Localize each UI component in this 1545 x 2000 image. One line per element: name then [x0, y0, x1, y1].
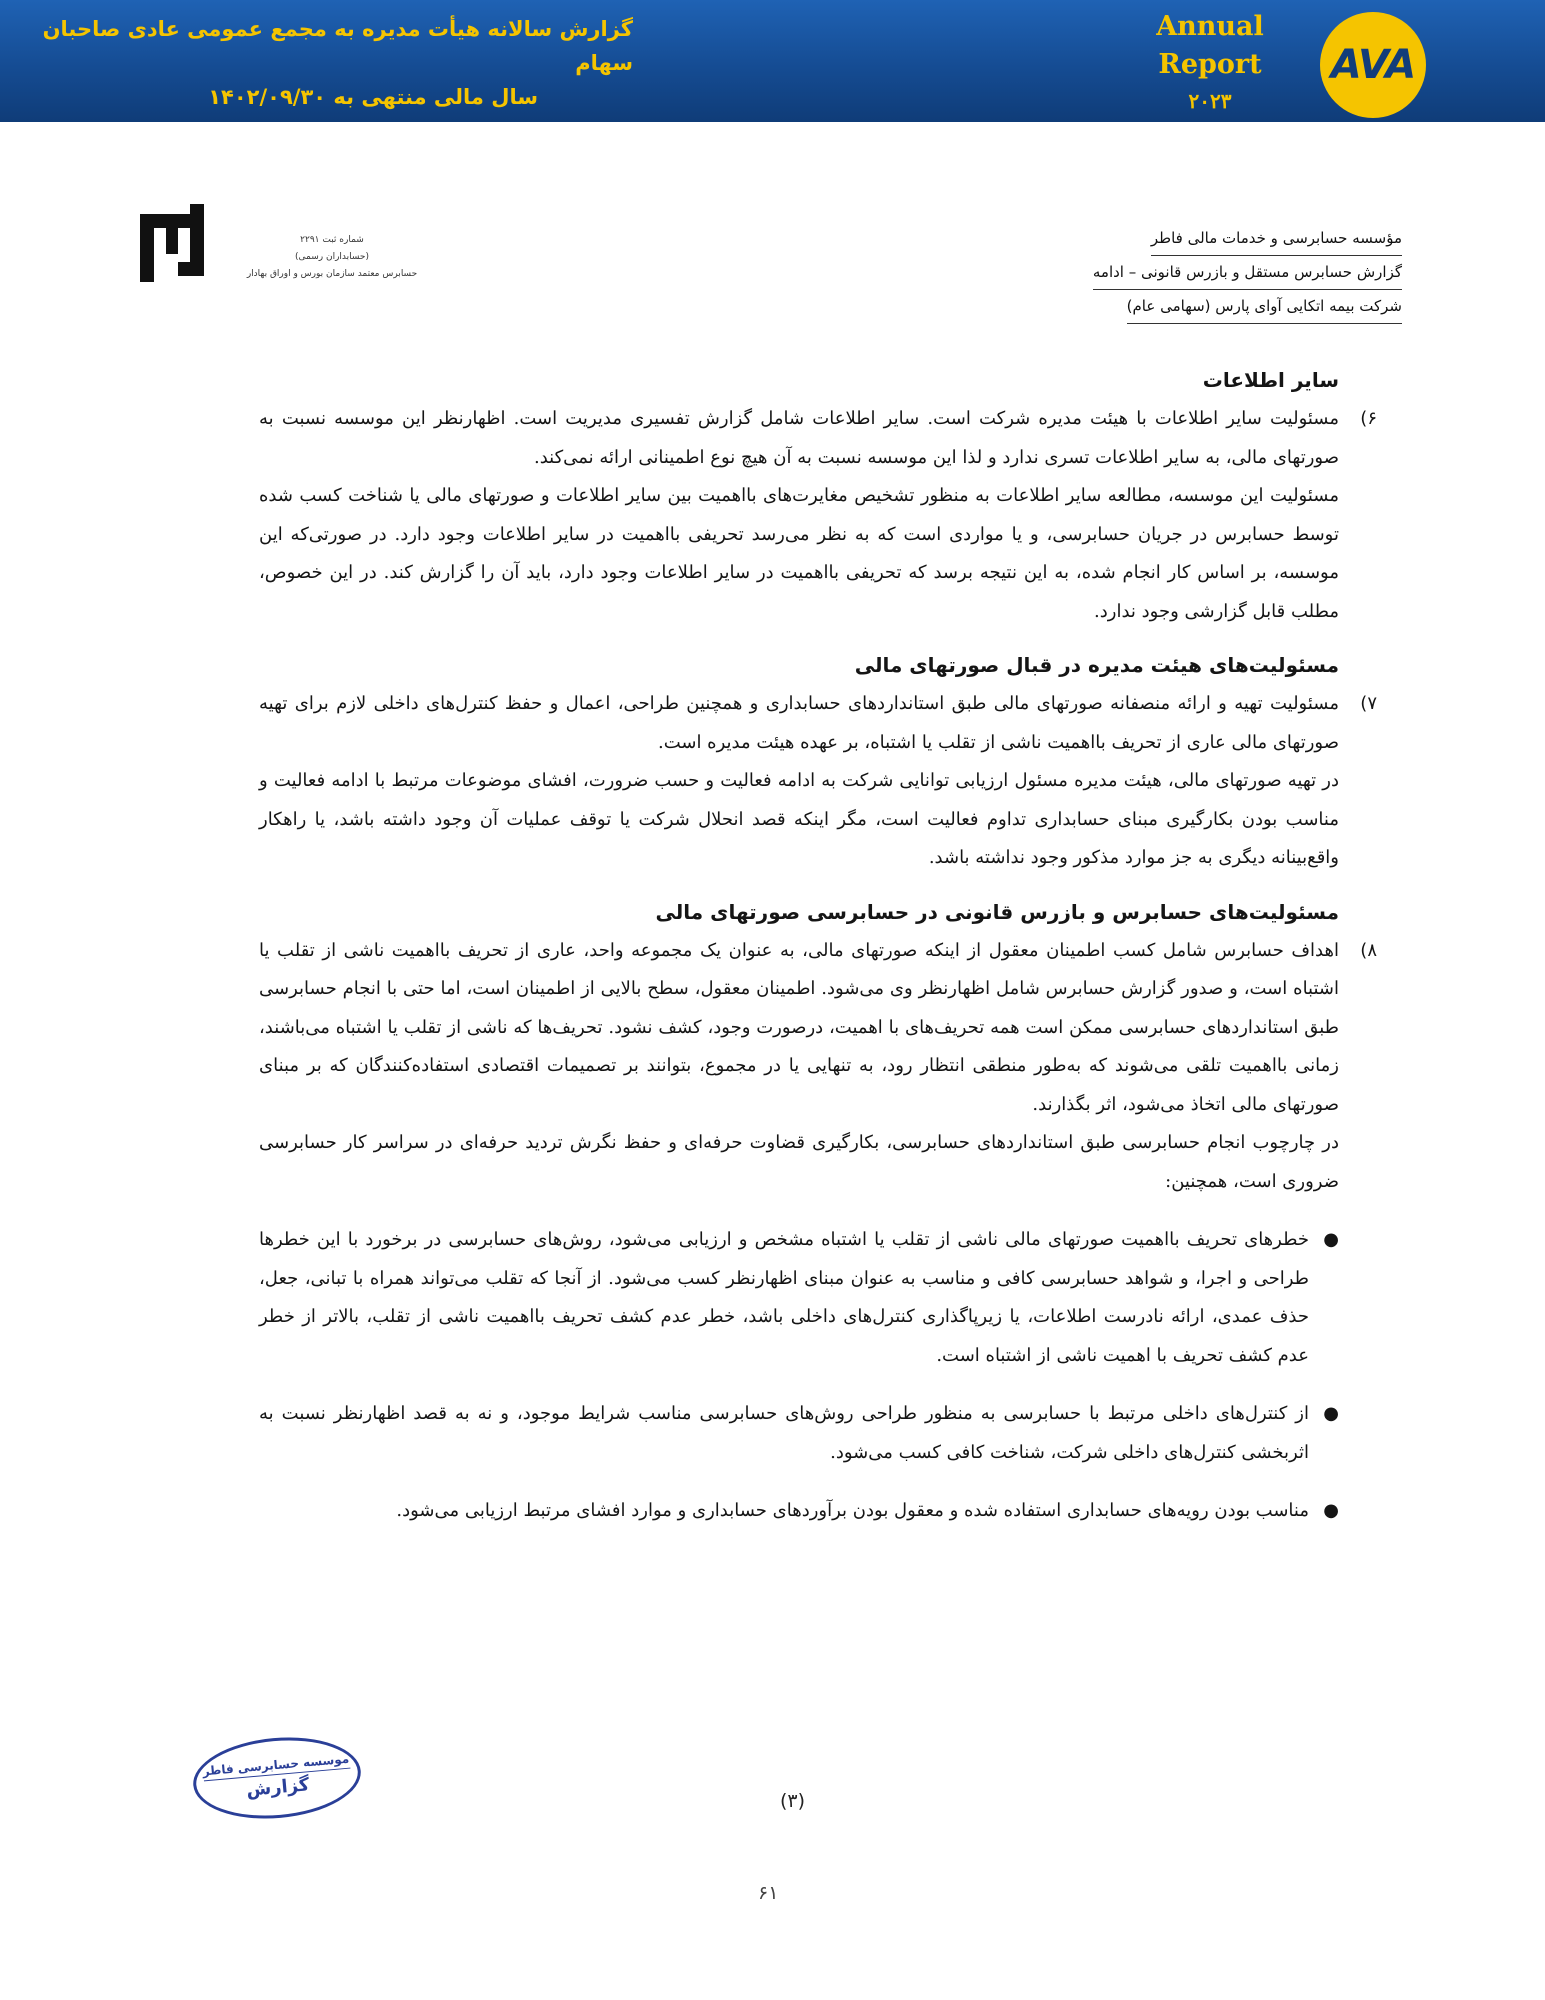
registration-authority: حسابرس معتمد سازمان بورس و اوراق بهادار — [246, 269, 418, 279]
paragraph-text: در تهیه صورتهای مالی، هیئت مدیره مسئول ارزیابی توانایی شرکت به ادامه فعالیت و حسب ضرورت، افشای موضوعات مرتبط با ادامه فعالیت و مناسب بودن بکارگیری مبنای حسابداری تداوم فعالیت است، مگر اینکه قصد انحلال شرکت یا توقف عملیات آن وجود داشته باشد، یا راهکار واقع‌بینانه دیگری به جز موارد مذکور وجود نداشته باشد. — [259, 770, 1339, 868]
paragraph — [259, 400, 1377, 477]
paragraph-text: مسئولیت سایر اطلاعات با هیئت مدیره شرکت است. سایر اطلاعات شامل گزارش تفسیری مدیریت است. اظهارنظر این موسسه نسبت به صورتهای مالی، به سایر اطلاعات تسری ندارد و لذا این موسسه نسبت به آن هیچ نوع اطمینانی ارائه نمی‌کند. — [259, 408, 1339, 468]
bullet-icon: ● — [1323, 1229, 1339, 1250]
list-item — [259, 1492, 1339, 1531]
bullet-text: مناسب بودن رویه‌های حسابداری استفاده شده و معقول بودن برآوردهای حسابداری و موارد افشای مرتبط ارزیابی می‌شود. — [396, 1500, 1309, 1521]
section-heading: مسئولیت‌های حسابرس و بازرس قانونی در حسابرسی صورتهای مالی — [655, 899, 1339, 924]
paragraph-text: مسئولیت این موسسه، مطالعه سایر اطلاعات به منظور تشخیص مغایرت‌های بااهمیت بین سایر اطلاعات و صورتهای مالی یا شناخت کسب شده توسط حسابرس در جریان حسابرسی، و یا مواردی است که به نظر می‌رسد تحریفی بااهمیت در سایر اطلاعات وجود دارد. در صورتی‌که این موسسه، بر اساس کار انجام شده، به این نتیجه برسد که تحریفی بااهمیت در سایر اطلاعات وجود دارد، باید آن را گزارش کند. در این خصوص، مطلب قابل گزارشی وجود ندارد. — [259, 485, 1339, 622]
registration-info — [232, 232, 432, 283]
banner-fiscal-year: سال مالی منتهی به ۱۴۰۲/۰۹/۳۰ — [208, 85, 538, 109]
bullet-text: از کنترل‌های داخلی مرتبط با حسابرسی به منظور طراحی روش‌های حسابرسی مناسب شرایط موجود، و نه به قصد اظهارنظر نسبت به اثربخشی کنترل‌های داخلی شرکت، شناخت کافی کسب می‌شود. — [259, 1403, 1309, 1463]
paragraph-number: ۸) — [1360, 939, 1377, 961]
paragraph-text: اهداف حسابرس شامل کسب اطمینان معقول از اینکه صورتهای مالی، به عنوان یک مجموعه واحد، عاری از تحریف بااهمیت ناشی از تقلب یا اشتباه است، و صدور گزارش حسابرس شامل اظهارنظر وی می‌شود. اطمینان معقول، سطح بالایی از اطمینان است، اما حتی با انجام حسابرسی طبق استانداردهای حسابرسی ممکن است همه تحریف‌های با اهمیت، درصورت وجود، کشف نشود. تحریف‌ها که ناشی از تقلب یا اشتباه می‌باشند، زمانی بااهمیت تلقی می‌شوند که به‌طور منطقی انتظار رود، به تنهایی یا در مجموع، بتوانند بر تصمیمات اقتصادی استفاده‌کنندگان که بر مبنای صورتهای مالی اتخاذ می‌شود، اثر بگذارند. — [259, 939, 1339, 1115]
bullet-icon: ● — [1323, 1403, 1339, 1424]
paragraph-text: مسئولیت تهیه و ارائه منصفانه صورتهای مالی طبق استانداردهای حسابداری و همچنین طراحی، اعمال و حفظ کنترل‌های داخلی لازم برای تهیه صورتهای مالی عاری از تحریف بااهمیت ناشی از تقلب یا اشتباه، بر عهده هیئت مدیره است. — [259, 693, 1339, 753]
report-banner — [0, 0, 1545, 122]
stamp-label: گزارش — [245, 1773, 311, 1801]
company-name: شرکت بیمه اتکایی آوای پارس (سهامی عام) — [1127, 290, 1402, 324]
paragraph-number: ۶) — [1360, 408, 1377, 429]
list-item — [259, 1395, 1339, 1472]
auditor-stamp — [190, 1731, 364, 1825]
list-item — [259, 1221, 1339, 1375]
paragraph-text: در چارچوب انجام حسابرسی طبق استانداردهای حسابرسی، بکارگیری قضاوت حرفه‌ای و حفظ نگرش تردید حرفه‌ای در سراسر کار حسابرسی ضروری است، همچنین: — [259, 1132, 1339, 1192]
paragraph — [259, 685, 1377, 762]
ava-logo — [1320, 12, 1426, 118]
report-body — [259, 360, 1377, 1545]
section-heading: سایر اطلاعات — [1202, 368, 1339, 392]
banner-annual-report: Annual Report — [1156, 11, 1264, 80]
paragraph — [259, 932, 1377, 1125]
report-title: گزارش حسابرس مستقل و بازرس قانونی – ادامه — [1093, 256, 1402, 290]
page-number: (۳) — [780, 1790, 806, 1812]
fatir-logo-icon — [132, 200, 214, 290]
stamp-firm-name: موسسه حسابرسی فاطر — [202, 1749, 350, 1781]
section-other-information — [259, 360, 1377, 631]
banner-arabic-titles — [33, 12, 633, 114]
auditor-firm-name: مؤسسه حسابرسی و خدمات مالی فاطر — [1151, 222, 1402, 256]
banner-year: ۲۰۲۳ — [1188, 89, 1232, 113]
banner-english-title — [1100, 8, 1320, 118]
auditor-report-header — [842, 222, 1402, 324]
section-auditor-responsibilities — [259, 892, 1377, 1531]
banner-title: گزارش سالانه هیأت مدیره به مجمع عمومی عادی صاحبان سهام — [42, 17, 633, 75]
section-board-responsibilities — [259, 645, 1377, 878]
bullet-text: خطرهای تحریف بااهمیت صورتهای مالی ناشی از تقلب یا اشتباه مشخص و ارزیابی می‌شود، روش‌های حسابرسی در برخورد با این خطرها طراحی و اجرا، و شواهد حسابرسی کافی و مناسب به عنوان مبنای اظهارنظر کسب می‌شود. از آنجا که تقلب می‌تواند همراه با تبانی، جعل، حذف عمدی، ارائه نادرست اطلاعات، یا زیرپاگذاری کنترل‌های داخلی باشد، خطر عدم کشف تحریف بااهمیت ناشی از تقلب، بالاتر از خطر عدم کشف تحریف با اهمیت ناشی از اشتباه است. — [259, 1229, 1309, 1366]
section-heading: مسئولیت‌های هیئت مدیره در قبال صورتهای مالی — [854, 653, 1339, 677]
footer-page-number: ۶۱ — [758, 1882, 779, 1904]
ava-logo-text: AVA — [1330, 42, 1416, 88]
registration-number: شماره ثبت ۲۲۹۱ — [300, 235, 364, 245]
paragraph-number: ۷) — [1360, 693, 1377, 714]
registration-type: (حسابداران رسمی) — [295, 252, 369, 262]
bullet-icon: ● — [1323, 1500, 1339, 1521]
